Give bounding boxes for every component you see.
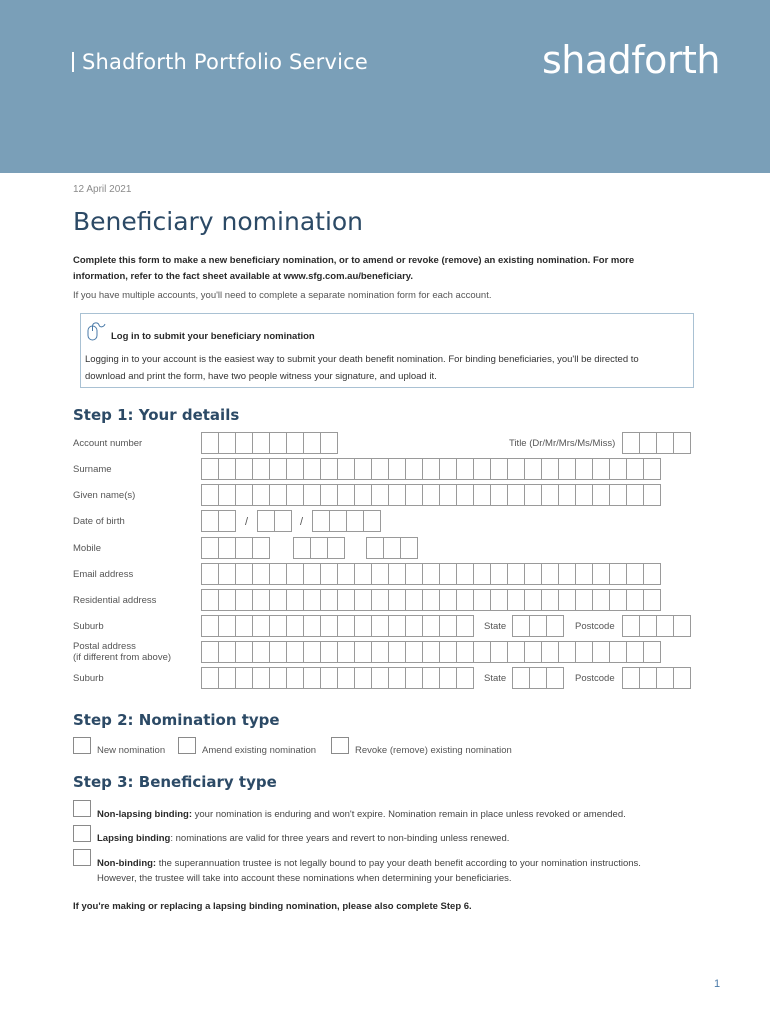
residential-field[interactable] [201,589,660,611]
postal-field[interactable] [201,641,660,663]
postcode2-label: Postcode [575,673,615,684]
character-box[interactable] [269,432,287,454]
character-box[interactable] [592,589,610,611]
character-box[interactable] [371,615,389,637]
character-box[interactable] [337,667,355,689]
state-field[interactable] [512,615,563,637]
service-name [72,50,368,74]
mobile-field-part3[interactable] [366,537,417,559]
character-box[interactable] [529,615,547,637]
character-box[interactable] [320,641,338,663]
step1-heading: Step 1: Your details [73,406,240,424]
character-box[interactable] [235,667,253,689]
character-box[interactable] [656,667,674,689]
character-box[interactable] [235,589,253,611]
character-box[interactable] [541,641,559,663]
character-box[interactable] [592,458,610,480]
character-box[interactable] [303,432,321,454]
character-box[interactable] [575,563,593,585]
character-box[interactable] [269,563,287,585]
character-box[interactable] [235,484,253,506]
character-box[interactable] [592,563,610,585]
character-box[interactable] [383,537,401,559]
character-box[interactable] [439,641,457,663]
character-box[interactable] [293,537,311,559]
character-box[interactable] [626,458,644,480]
character-box[interactable] [235,563,253,585]
character-box[interactable] [388,589,406,611]
character-box[interactable] [337,589,355,611]
character-box[interactable] [388,563,406,585]
service-name-text: Shadforth Portfolio Service [82,50,369,74]
character-box[interactable] [269,641,287,663]
character-box[interactable] [422,484,440,506]
character-box[interactable] [337,484,355,506]
character-box[interactable] [346,510,364,532]
character-box[interactable] [218,458,236,480]
account-number-field[interactable] [201,432,337,454]
non-binding-desc: the superannuation trustee is not legally bound to pay your death benefit according to your nomination instructions. However, the trustee will take into account these nominations when determining your beneficiaries. [97,858,641,884]
character-box[interactable] [490,458,508,480]
character-box[interactable] [456,667,474,689]
character-box[interactable] [541,563,559,585]
character-box[interactable] [286,641,304,663]
character-box[interactable] [626,563,644,585]
character-box[interactable] [388,484,406,506]
given-names-label: Given name(s) [73,490,136,501]
form-date: 12 April 2021 [73,184,132,195]
step2-heading: Step 2: Nomination type [73,711,280,729]
character-box[interactable] [354,667,372,689]
suburb2-label: Suburb [73,673,104,684]
character-box[interactable] [439,589,457,611]
character-box[interactable] [274,510,292,532]
character-box[interactable] [473,589,491,611]
character-box[interactable] [524,458,542,480]
character-box[interactable] [507,458,525,480]
mobile-label: Mobile [73,543,101,554]
character-box[interactable] [575,641,593,663]
character-box[interactable] [512,615,530,637]
new-nomination-checkbox[interactable] [73,737,91,754]
revoke-nomination-checkbox[interactable] [331,737,349,754]
character-box[interactable] [400,537,418,559]
character-box[interactable] [286,667,304,689]
character-box[interactable] [354,484,372,506]
mobile-field-part2[interactable] [293,537,344,559]
character-box[interactable] [422,458,440,480]
postcode-label: Postcode [575,621,615,632]
character-box[interactable] [303,458,321,480]
character-box[interactable] [405,589,423,611]
character-box[interactable] [541,458,559,480]
character-box[interactable] [201,432,219,454]
character-box[interactable] [320,667,338,689]
character-box[interactable] [252,432,270,454]
character-box[interactable] [354,615,372,637]
character-box[interactable] [558,589,576,611]
character-box[interactable] [320,563,338,585]
character-box[interactable] [643,484,661,506]
character-box[interactable] [405,484,423,506]
character-box[interactable] [507,589,525,611]
character-box[interactable] [422,589,440,611]
character-box[interactable] [490,589,508,611]
shadforth-logo: shadforth [541,38,720,82]
divider-bar [72,52,74,72]
character-box[interactable] [286,589,304,611]
character-box[interactable] [337,563,355,585]
suburb2-field[interactable] [201,667,473,689]
character-box[interactable] [320,484,338,506]
character-box[interactable] [592,641,610,663]
suburb-label: Suburb [73,621,104,632]
character-box[interactable] [405,563,423,585]
character-box[interactable] [592,484,610,506]
non-lapsing-binding-desc: your nomination is enduring and won't expire. Nomination remain in place unless revoked or amended. [191,809,626,820]
character-box[interactable] [626,589,644,611]
character-box[interactable] [201,615,219,637]
lapsing-binding-checkbox[interactable] [73,825,91,842]
amend-nomination-label: Amend existing nomination [202,745,317,756]
character-box[interactable] [388,458,406,480]
character-box[interactable] [354,641,372,663]
character-box[interactable] [490,484,508,506]
character-box[interactable] [201,641,219,663]
postal-label-text: Postal address [73,641,136,652]
character-box[interactable] [575,589,593,611]
character-box[interactable] [269,484,287,506]
dob-year-field[interactable] [312,510,380,532]
postcode-field[interactable] [622,615,690,637]
character-box[interactable] [218,589,236,611]
character-box[interactable] [609,484,627,506]
suburb-field[interactable] [201,615,473,637]
character-box[interactable] [473,563,491,585]
character-box[interactable] [639,615,657,637]
character-box[interactable] [575,484,593,506]
character-box[interactable] [320,615,338,637]
character-box[interactable] [422,615,440,637]
character-box[interactable] [218,484,236,506]
character-box[interactable] [218,432,236,454]
character-box[interactable] [673,432,691,454]
postal-label [73,641,171,663]
character-box[interactable] [639,667,657,689]
character-box[interactable] [507,563,525,585]
character-box[interactable] [235,458,253,480]
character-box[interactable] [218,537,236,559]
intro-text: Complete this form to make a new beneficiary nomination, or to amend or revoke (remove) an existing nomination. For more information, refer to the fact sheet available at www.sfg.com.au/beneficiary. [73,255,635,282]
character-box[interactable] [490,641,508,663]
new-nomination-label: New nomination [97,745,166,756]
character-box[interactable] [252,667,270,689]
character-box[interactable] [201,563,219,585]
character-box[interactable] [303,484,321,506]
title-field[interactable] [622,432,690,454]
character-box[interactable] [456,641,474,663]
dob-label: Date of birth [73,516,125,527]
character-box[interactable] [235,432,253,454]
character-box[interactable] [218,615,236,637]
header-banner [0,0,770,173]
character-box[interactable] [235,615,253,637]
character-box[interactable] [405,615,423,637]
step6-footnote: If you're making or replacing a lapsing binding nomination, please also complete Step 6. [73,901,472,912]
character-box[interactable] [327,537,345,559]
character-box[interactable] [456,563,474,585]
character-box[interactable] [422,641,440,663]
state-label: State [484,621,507,632]
character-box[interactable] [310,537,328,559]
title-label: Title (Dr/Mr/Mrs/Ms/Miss) [509,438,616,449]
surname-field[interactable] [201,458,660,480]
character-box[interactable] [371,589,389,611]
character-box[interactable] [371,458,389,480]
character-box[interactable] [609,589,627,611]
character-box[interactable] [673,615,691,637]
character-box[interactable] [312,510,330,532]
non-lapsing-binding-text [97,807,697,822]
given-names-field[interactable] [201,484,660,506]
character-box[interactable] [405,458,423,480]
character-box[interactable] [490,563,508,585]
dob-separator: / [245,516,249,528]
character-box[interactable] [252,484,270,506]
lapsing-binding-text [97,831,697,846]
account-number-label: Account number [73,438,143,449]
character-box[interactable] [286,432,304,454]
character-box[interactable] [235,641,253,663]
character-box[interactable] [252,589,270,611]
character-box[interactable] [541,484,559,506]
page-title: Beneficiary nomination [73,207,364,236]
state2-field[interactable] [512,667,563,689]
character-box[interactable] [286,563,304,585]
character-box[interactable] [320,432,338,454]
character-box[interactable] [269,458,287,480]
character-box[interactable] [235,537,253,559]
character-box[interactable] [371,484,389,506]
character-box[interactable] [201,510,219,532]
login-description: Logging in to your account is the easiest way to submit your death benefit nomination. For binding beneficiaries, you'll be directed to download and print the form, have two people witness your signature, and upload it. [85,354,639,382]
character-box[interactable] [546,667,564,689]
character-box[interactable] [405,667,423,689]
multiple-accounts-note: If you have multiple accounts, you'll need to complete a separate nomination form for each account. [73,290,492,301]
character-box[interactable] [512,667,530,689]
revoke-nomination-label: Revoke (remove) existing nomination [355,745,512,756]
character-box[interactable] [303,667,321,689]
character-box[interactable] [405,641,423,663]
character-box[interactable] [286,615,304,637]
character-box[interactable] [524,484,542,506]
character-box[interactable] [575,458,593,480]
character-box[interactable] [609,563,627,585]
character-box[interactable] [303,641,321,663]
character-box[interactable] [388,667,406,689]
character-box[interactable] [639,432,657,454]
character-box[interactable] [524,563,542,585]
character-box[interactable] [201,537,219,559]
character-box[interactable] [201,458,219,480]
character-box[interactable] [529,667,547,689]
character-box[interactable] [337,458,355,480]
non-binding-label: Non-binding: [97,858,157,869]
character-box[interactable] [303,563,321,585]
character-box[interactable] [558,458,576,480]
lapsing-binding-desc: : nominations are valid for three years and revert to non-binding unless renewed. [170,833,510,844]
character-box[interactable] [643,563,661,585]
character-box[interactable] [558,484,576,506]
character-box[interactable] [320,589,338,611]
character-box[interactable] [541,589,559,611]
character-box[interactable] [507,484,525,506]
character-box[interactable] [269,667,287,689]
character-box[interactable] [439,667,457,689]
email-label: Email address [73,569,134,580]
character-box[interactable] [507,641,525,663]
character-box[interactable] [558,563,576,585]
character-box[interactable] [257,510,275,532]
character-box[interactable] [609,641,627,663]
character-box[interactable] [337,615,355,637]
character-box[interactable] [201,589,219,611]
character-box[interactable] [218,563,236,585]
character-box[interactable] [456,589,474,611]
character-box[interactable] [643,641,661,663]
surname-label: Surname [73,464,112,475]
character-box[interactable] [252,641,270,663]
character-box[interactable] [201,667,219,689]
character-box[interactable] [366,537,384,559]
character-box[interactable] [269,615,287,637]
character-box[interactable] [371,641,389,663]
postcode2-field[interactable] [622,667,690,689]
character-box[interactable] [473,484,491,506]
character-box[interactable] [201,484,219,506]
mobile-field-part1[interactable] [201,537,269,559]
character-box[interactable] [626,484,644,506]
non-lapsing-binding-checkbox[interactable] [73,800,91,817]
character-box[interactable] [303,589,321,611]
amend-nomination-checkbox[interactable] [178,737,196,754]
postal-label-note: (if different from above) [73,652,172,663]
character-box[interactable] [252,537,270,559]
character-box[interactable] [388,641,406,663]
character-box[interactable] [252,615,270,637]
character-box[interactable] [218,667,236,689]
character-box[interactable] [218,641,236,663]
character-box[interactable] [269,589,287,611]
non-lapsing-binding-label: Non-lapsing binding: [97,809,192,820]
character-box[interactable] [622,615,640,637]
character-box[interactable] [456,458,474,480]
character-box[interactable] [558,641,576,663]
character-box[interactable] [388,615,406,637]
character-box[interactable] [609,458,627,480]
character-box[interactable] [422,667,440,689]
character-box[interactable] [473,458,491,480]
dob-separator: / [300,516,304,528]
character-box[interactable] [337,641,355,663]
character-box[interactable] [303,615,321,637]
character-box[interactable] [354,563,372,585]
non-binding-text [97,856,677,886]
character-box[interactable] [218,510,236,532]
page-number: 1 [714,978,721,990]
character-box[interactable] [456,615,474,637]
character-box[interactable] [473,641,491,663]
character-box[interactable] [626,641,644,663]
character-box[interactable] [439,615,457,637]
character-box[interactable] [329,510,347,532]
character-box[interactable] [439,563,457,585]
dob-month-field[interactable] [257,510,291,532]
character-box[interactable] [622,667,640,689]
login-callout [80,313,694,388]
character-box[interactable] [643,458,661,480]
dob-day-field[interactable] [201,510,235,532]
character-box[interactable] [622,432,640,454]
character-box[interactable] [320,458,338,480]
character-box[interactable] [656,432,674,454]
character-box[interactable] [252,563,270,585]
step3-heading: Step 3: Beneficiary type [73,773,277,791]
character-box[interactable] [524,641,542,663]
character-box[interactable] [286,484,304,506]
character-box[interactable] [354,589,372,611]
character-box[interactable] [286,458,304,480]
character-box[interactable] [363,510,381,532]
character-box[interactable] [371,667,389,689]
email-field[interactable] [201,563,660,585]
mouse-icon [85,322,107,342]
character-box[interactable] [456,484,474,506]
non-binding-checkbox[interactable] [73,849,91,866]
character-box[interactable] [524,589,542,611]
character-box[interactable] [371,563,389,585]
character-box[interactable] [422,563,440,585]
login-title: Log in to submit your beneficiary nomination [111,331,315,342]
state2-label: State [484,673,507,684]
character-box[interactable] [643,589,661,611]
character-box[interactable] [354,458,372,480]
residential-label: Residential address [73,595,157,606]
character-box[interactable] [546,615,564,637]
character-box[interactable] [673,667,691,689]
character-box[interactable] [656,615,674,637]
character-box[interactable] [439,484,457,506]
lapsing-binding-label: Lapsing binding [97,833,171,844]
character-box[interactable] [252,458,270,480]
character-box[interactable] [439,458,457,480]
